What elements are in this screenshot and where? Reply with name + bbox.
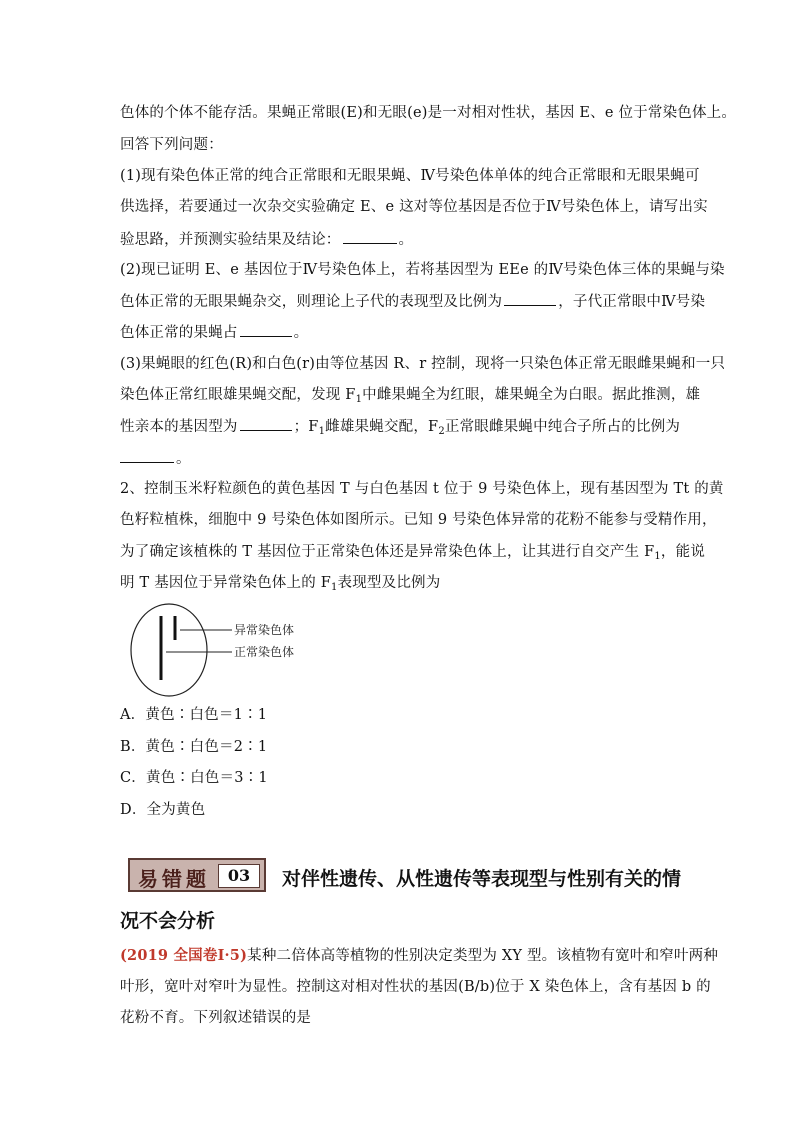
section-title: 对伴性遗传、从性遗传等表现型与性别有关的情 <box>282 868 682 890</box>
cell-outline <box>131 604 207 696</box>
answer-blank[interactable] <box>240 322 292 337</box>
problem-3-line: 花粉不育。下列叙述错误的是 <box>120 1010 312 1026</box>
answer-blank[interactable] <box>343 229 397 244</box>
question-1-line: (1)现有染色体正常的纯合正常眼和无眼果蝇、Ⅳ号染色体单体的纯合正常眼和无眼果蝇可 <box>120 168 700 184</box>
answer-blank[interactable] <box>240 416 292 431</box>
error-topic-badge: 易错题 03 <box>128 858 266 892</box>
chromosome-figure <box>128 600 328 698</box>
badge-number: 03 <box>218 864 260 888</box>
option-d[interactable]: D．全为黄色 <box>120 802 206 818</box>
question-2-line: 色体正常的无眼果蝇杂交，则理论上子代的表现型及比例为 ，子代正常眼中Ⅳ号染 <box>120 291 680 312</box>
question-2-line: 色体正常的果蝇占 。 <box>120 322 680 343</box>
option-b[interactable]: B．黄色∶白色＝2∶1 <box>120 739 268 755</box>
answer-blank[interactable] <box>504 291 556 306</box>
source-tag: (2019 全国卷Ⅰ·5) <box>120 947 248 964</box>
problem-3-line: 叶形，宽叶对窄叶为显性。控制这对相对性状的基因(B/b)位于 X 染色体上，含有基因 b 的 <box>120 979 711 995</box>
question-3-line: 性亲本的基因型为 ；$F_1$雌雄果蝇交配，$F_2$正常眼雌果蝇中纯合子所占的比例为 <box>120 416 680 437</box>
problem-3-line: (2019 全国卷Ⅰ·5)某种二倍体高等植物的性别决定类型为 XY 型。该植物有宽叶和窄叶两种 <box>120 947 719 964</box>
question-3-line: 。 <box>120 448 680 469</box>
problem-2-line: 明 T 基因位于异常染色体上的 $F_1$表现型及比例为 <box>120 575 441 593</box>
question-1-line: 验思路，并预测实验结果及结论： 。 <box>120 229 680 250</box>
option-a[interactable]: A．黄色∶白色＝1∶1 <box>120 707 268 723</box>
question-1-line: 供选择，若要通过一次杂交实验确定 E、e 这对等位基因是否位于Ⅳ号染色体上，请写出实 <box>120 199 708 215</box>
label-normal: 正常染色体 <box>234 645 295 659</box>
answer-blank[interactable] <box>120 448 174 463</box>
problem-2-line: 色籽粒植株，细胞中 9 号染色体如图所示。已知 9 号染色体异常的花粉不能参与受精作用， <box>120 512 717 528</box>
option-c[interactable]: C．黄色∶白色＝3∶1 <box>120 770 268 786</box>
problem-2-line: 为了确定该植株的 T 基因位于正常染色体还是异常染色体上，让其进行自交产生 $F_1$，能说 <box>120 544 706 562</box>
problem-2-line: 2、控制玉米籽粒颜色的黄色基因 T 与白色基因 t 位于 9 号染色体上，现有基因型为 Tt 的黄 <box>120 481 724 497</box>
question-3-line: (3)果蝇眼的红色(R)和白色(r)由等位基因 R、r 控制，现将一只染色体正常无眼雌果蝇和一只 <box>120 356 726 372</box>
question-3-line: 染色体正常红眼雄果蝇交配，发现 $F_1$中雌果蝇全为红眼，雄果蝇全为白眼。据此推测，雄 <box>120 387 701 405</box>
question-2-line: (2)现已证明 E、e 基因位于Ⅳ号染色体上，若将基因型为 EEe 的Ⅳ号染色体三体的果蝇与染 <box>120 262 725 278</box>
para-line: 色体的个体不能存活。果蝇正常眼(E)和无眼(e)是一对相对性状，基因 E、e 位于常染色体上。 <box>120 105 737 121</box>
para-line: 回答下列问题： <box>120 137 223 153</box>
section-title-cont: 况不会分析 <box>120 910 216 932</box>
label-abnormal: 异常染色体 <box>234 623 295 637</box>
